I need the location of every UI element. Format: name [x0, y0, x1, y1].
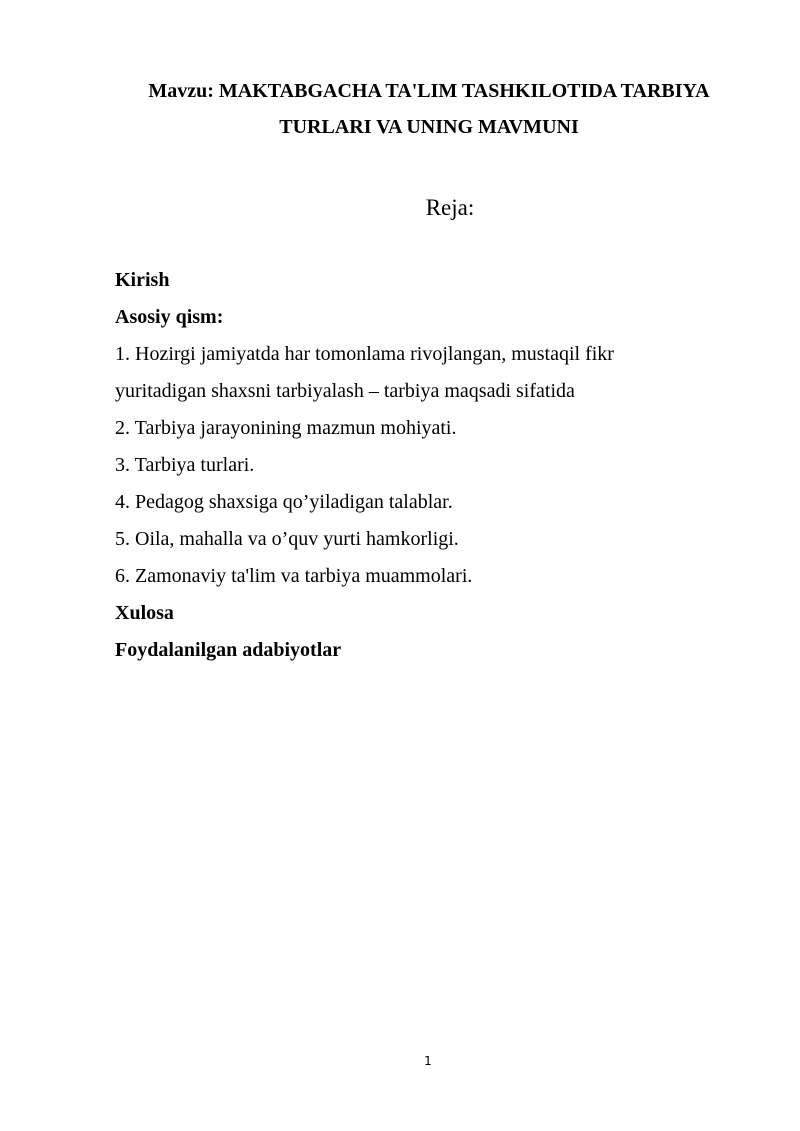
document-title [115, 73, 743, 145]
plan-item-1-line-1: 1. Hozirgi jamiyatda har tomonlama rivojlangan, mustaqil fikr [115, 343, 614, 365]
plan-item-3: 3. Tarbiya turlari. [115, 454, 255, 476]
introduction-heading: Kirish [115, 269, 170, 291]
title-line-2: TURLARI VA UNING MAVMUNI [279, 116, 579, 138]
plan-item-6: 6. Zamonaviy ta'lim va tarbiya muammolari. [115, 565, 473, 587]
plan-outline [115, 262, 755, 669]
conclusion-heading: Xulosa [115, 602, 174, 624]
references-heading: Foydalanilgan adabiyotlar [115, 639, 342, 661]
plan-item-4: 4. Pedagog shaxsiga qo’yiladigan talablar. [115, 491, 453, 513]
plan-item-5: 5. Oila, mahalla va o’quv yurti hamkorligi. [115, 528, 459, 550]
plan-item-2: 2. Tarbiya jarayonining mazmun mohiyati. [115, 417, 457, 439]
plan-item-1-line-2: yuritadigan shaxsni tarbiyalash – tarbiya maqsadi sifatida [115, 380, 575, 402]
plan-heading: Reja: [425, 195, 475, 220]
title-line-1: Mavzu: MAKTABGACHA TA'LIM TASHKILOTIDA TARBIYA [148, 80, 710, 102]
page-number: 1 [424, 1054, 432, 1068]
main-part-heading: Asosiy qism: [115, 306, 224, 328]
